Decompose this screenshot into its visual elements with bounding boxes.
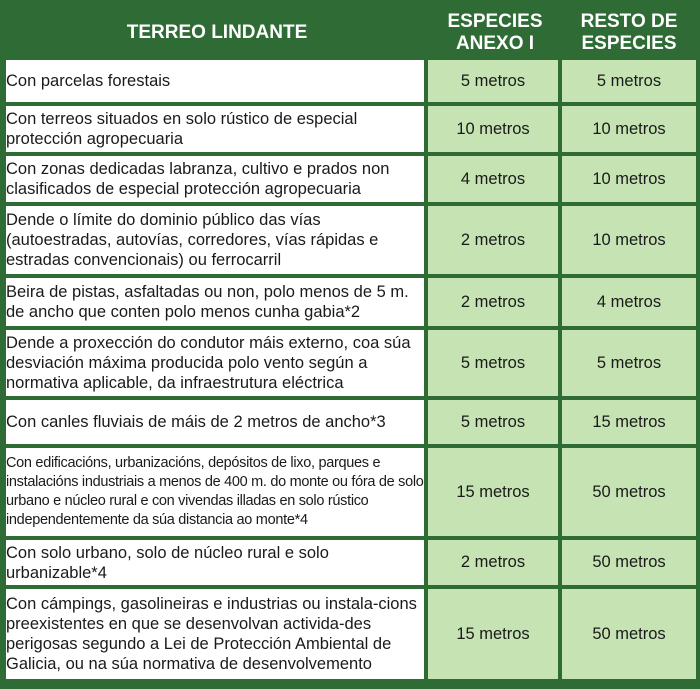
anexo-value: 10 metros — [428, 106, 562, 156]
table-row — [6, 330, 696, 400]
table-row — [6, 156, 696, 206]
header-row — [6, 6, 696, 60]
terreo-cell: Dende o límite do dominio público das vías (autoestradas, autovías, corredores, vías rápidas e estradas convencionais) ou ferrocarril — [6, 206, 428, 278]
terreo-cell: Dende a proxección do condutor máis externo, coa súa desviación máxima producida polo vento según a normativa aplicable, da infraestrutura eléctrica — [6, 330, 428, 400]
anexo-value: 15 metros — [428, 589, 562, 679]
resto-value: 4 metros — [562, 278, 696, 330]
resto-value: 5 metros — [562, 60, 696, 106]
terreo-cell: Con zonas dedicadas labranza, cultivo e prados non clasificados de especial protección agropecuaria — [6, 156, 428, 206]
header-resto-especies — [562, 6, 696, 60]
anexo-value: 4 metros — [428, 156, 562, 206]
terreo-cell: Beira de pistas, asfaltadas ou non, polo menos de 5 m. de ancho que conten polo menos cunha gabia*2 — [6, 278, 428, 330]
resto-value: 10 metros — [562, 206, 696, 278]
table-row — [6, 540, 696, 589]
resto-value: 10 metros — [562, 156, 696, 206]
terreo-cell: Con cámpings, gasolineiras e industrias ou instala-cions preexistentes en que se desenvolvan activida-des perigosas segundo a Lei de Protección Ambiental de Galicia, ou na súa normativa de desenvolvemento — [6, 589, 428, 679]
resto-value: 50 metros — [562, 448, 696, 540]
anexo-value: 5 metros — [428, 330, 562, 400]
anexo-value: 2 metros — [428, 206, 562, 278]
resto-value: 50 metros — [562, 589, 696, 679]
terreo-cell: Con canles fluviais de máis de 2 metros de ancho*3 — [6, 400, 428, 448]
table-row — [6, 206, 696, 278]
distances-table — [6, 6, 696, 679]
header-resto-line1: RESTO DE — [580, 11, 678, 32]
resto-value: 10 metros — [562, 106, 696, 156]
table-row — [6, 60, 696, 106]
anexo-value: 2 metros — [428, 540, 562, 589]
anexo-value: 15 metros — [428, 448, 562, 540]
terreo-cell: Con solo urbano, solo de núcleo rural e solo urbanizable*4 — [6, 540, 428, 589]
anexo-value: 5 metros — [428, 400, 562, 448]
header-resto-line2: ESPECIES — [581, 33, 677, 54]
anexo-value: 5 metros — [428, 60, 562, 106]
header-anexo-line2: ANEXO I — [455, 33, 535, 54]
header-especies-anexo — [428, 6, 562, 60]
header-terreo-lindante: TERREO LINDANTE — [6, 6, 428, 60]
resto-value: 15 metros — [562, 400, 696, 448]
table-row — [6, 106, 696, 156]
terreo-cell: Con edificacións, urbanizacións, depósitos de lixo, parques e instalacións industriais a menos de 400 m. do monte ou fóra de solo urbano e núcleo rural e con vivendas illadas en solo rústico independentemente da súa distancia ao monte*4 — [6, 448, 428, 540]
header-anexo-line1: ESPECIES — [447, 11, 543, 32]
table-row — [6, 589, 696, 679]
terreo-cell: Con terreos situados en solo rústico de especial protección agropecuaria — [6, 106, 428, 156]
anexo-value: 2 metros — [428, 278, 562, 330]
resto-value: 5 metros — [562, 330, 696, 400]
table-row — [6, 400, 696, 448]
table-row — [6, 448, 696, 540]
table-row — [6, 278, 696, 330]
terreo-cell: Con parcelas forestais — [6, 60, 428, 106]
resto-value: 50 metros — [562, 540, 696, 589]
